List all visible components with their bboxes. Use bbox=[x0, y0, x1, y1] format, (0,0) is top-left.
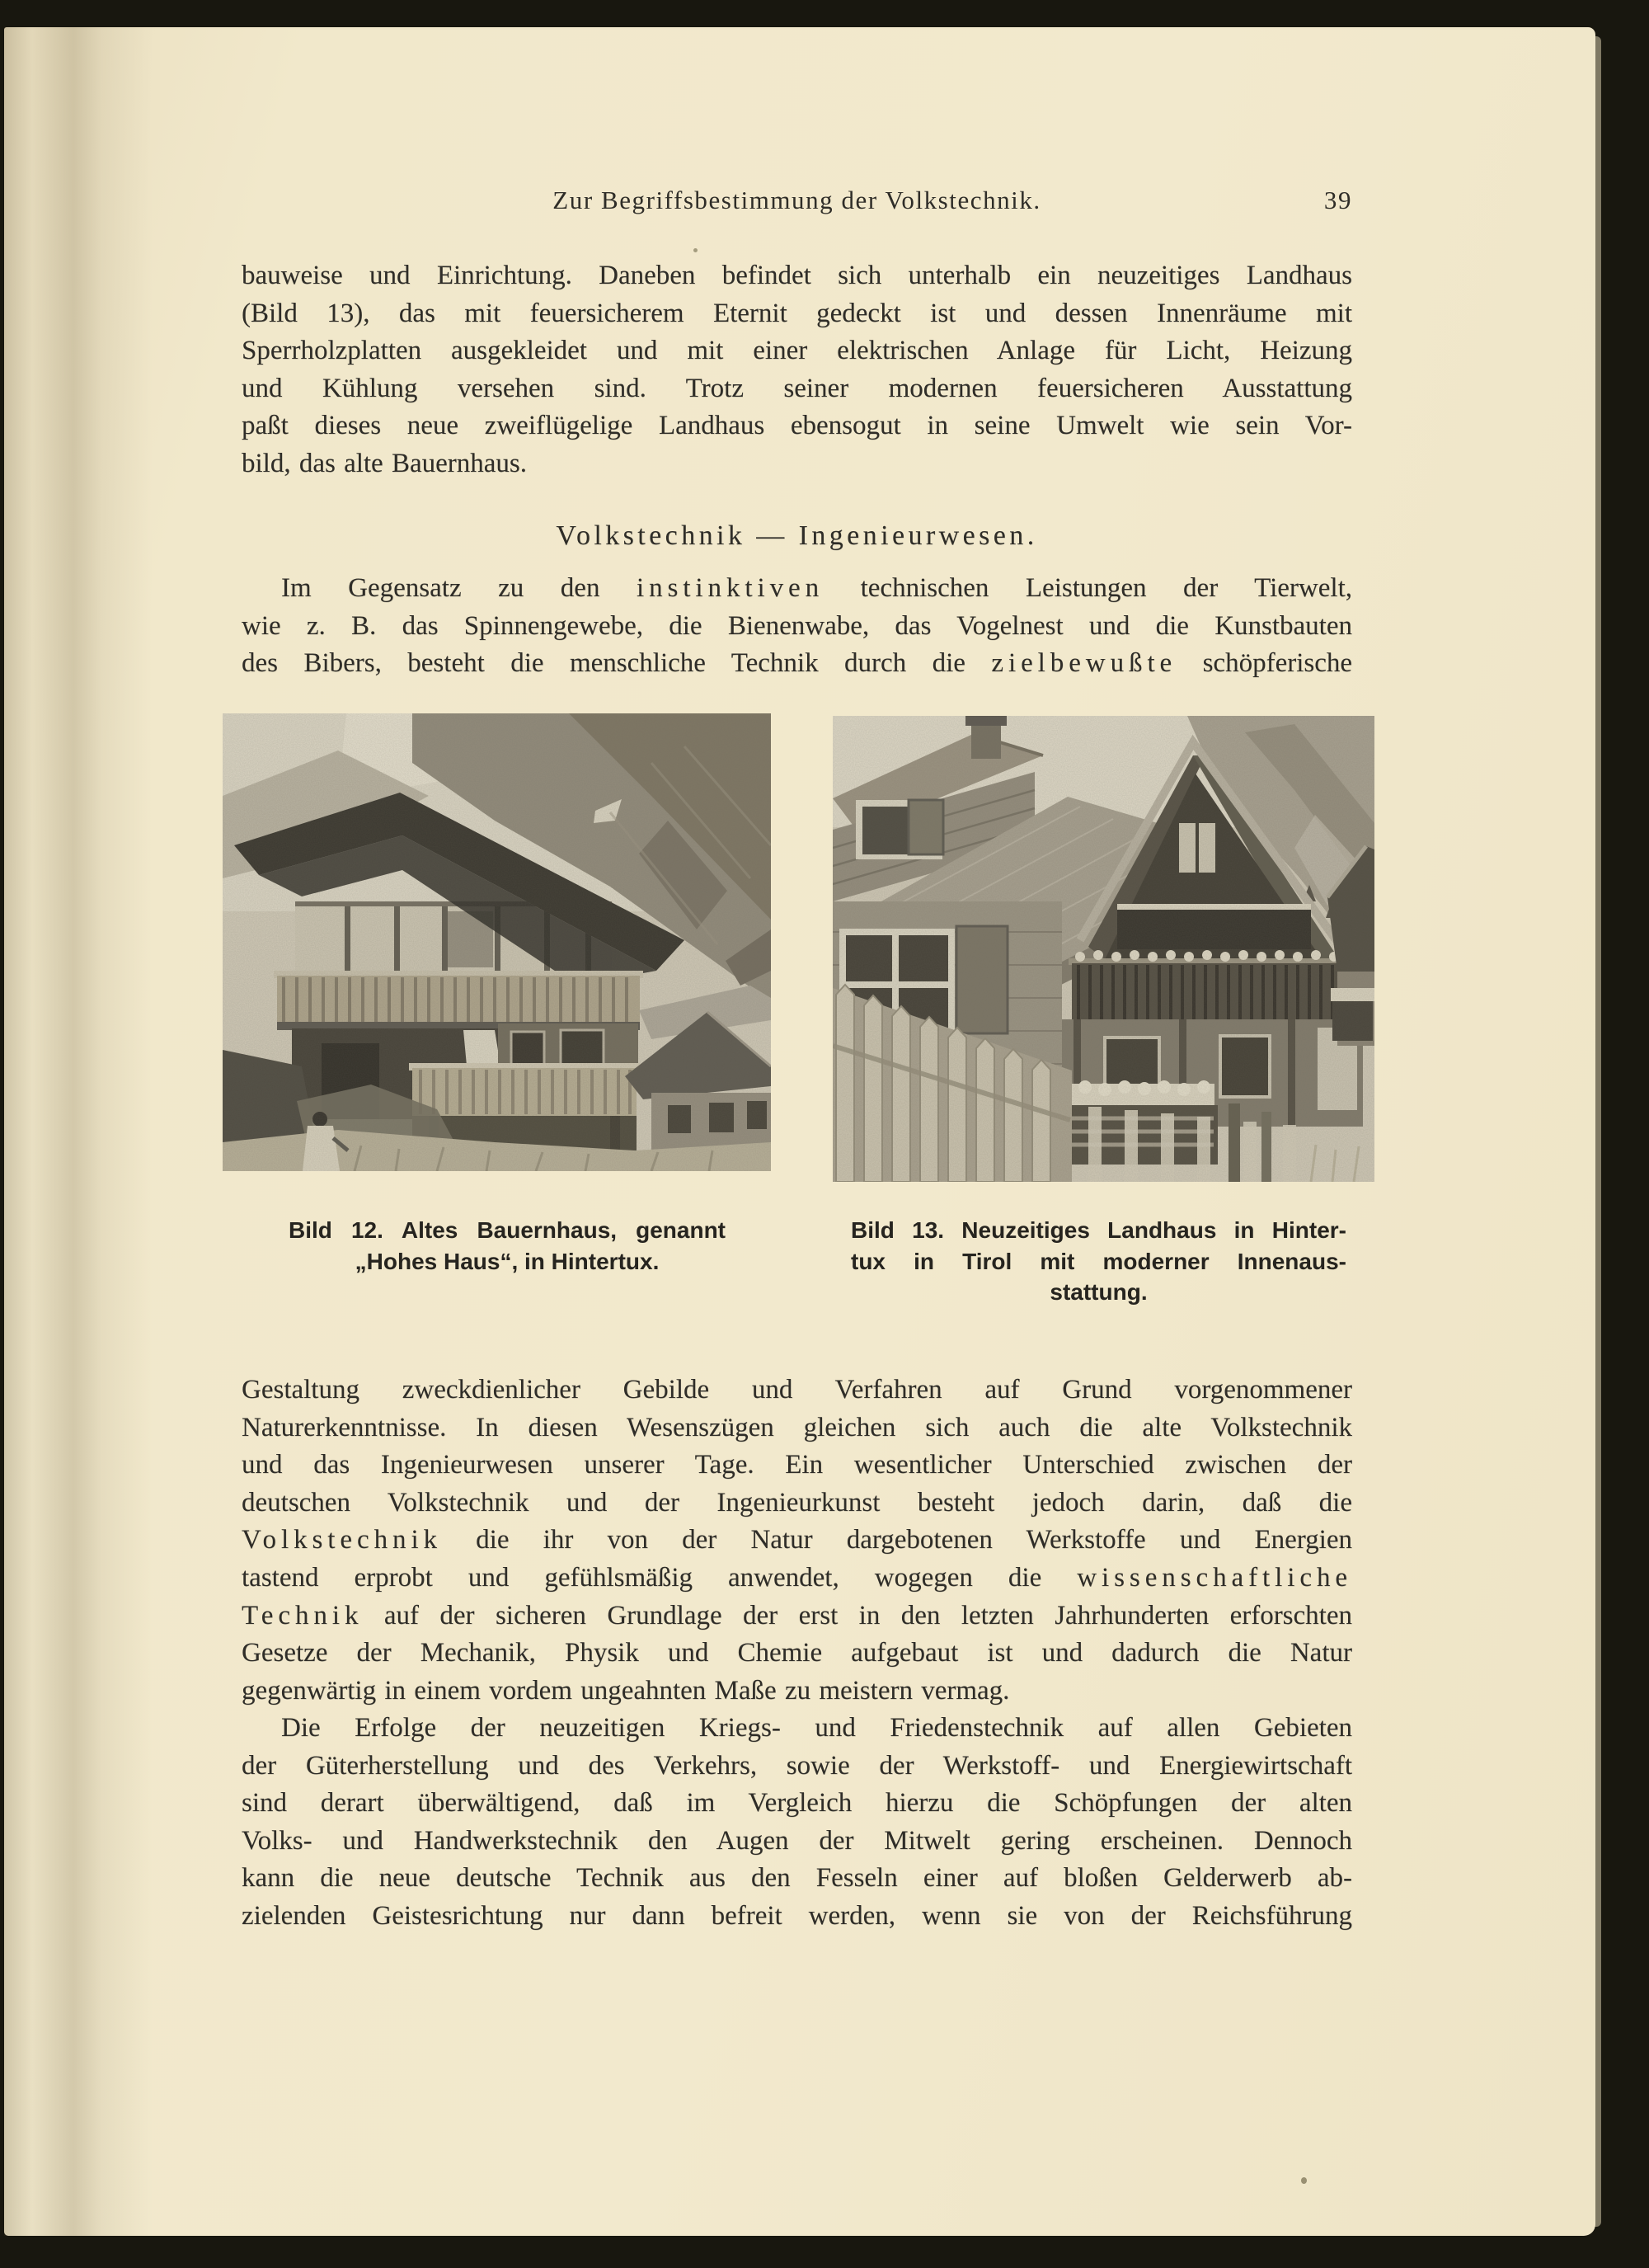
page-speck bbox=[693, 248, 698, 252]
text-segment: die ihr von der Natur dargebotenen Werkstoffe und Energien bbox=[442, 1525, 1352, 1555]
text-segment: Im Gegensatz zu den bbox=[281, 573, 637, 603]
text-line bbox=[242, 1522, 1352, 1560]
running-header bbox=[242, 186, 1352, 215]
caption-bild-13 bbox=[851, 1215, 1346, 1308]
text-segment-spaced: Technik bbox=[242, 1600, 364, 1630]
text-line: und das Ingenieurwesen unserer Tage. Ein wesentlicher Unterschied zwischen der bbox=[242, 1450, 1352, 1480]
caption-line: tux in Tirol mit moderner Innenaus- bbox=[851, 1248, 1346, 1274]
text-segment: des Bibers, besteht die menschliche Technik durch die bbox=[242, 648, 992, 679]
running-header-title: Zur Begriffsbestimmung der Volkstechnik. bbox=[552, 186, 1041, 214]
figure-photo-modern-landhaus bbox=[833, 716, 1374, 1182]
text-line bbox=[242, 1597, 1352, 1635]
text-line: kann die neue deutsche Technik aus den Fesseln einer auf bloßen Gelderwerb ab- bbox=[242, 1863, 1352, 1894]
text-segment: schöpferische bbox=[1177, 648, 1353, 679]
page-speck bbox=[1301, 2177, 1307, 2184]
paragraph-1 bbox=[242, 257, 1352, 483]
figure-photo-old-farmhouse bbox=[223, 713, 771, 1171]
text-line: der Güterherstellung und des Verkehrs, sowie der Werkstoff- und Energiewirtschaft bbox=[242, 1750, 1352, 1781]
text-line: sind derart überwältigend, daß im Vergleich hierzu die Schöpfungen der alten bbox=[242, 1788, 1352, 1819]
modern-landhaus-photo-illustration bbox=[833, 716, 1374, 1182]
text-line bbox=[242, 1560, 1352, 1597]
section-heading: Volkstechnik — Ingenieurwesen. bbox=[556, 520, 1038, 551]
text-line: deutschen Volkstechnik und der Ingenieurkunst besteht jedoch darin, daß die bbox=[242, 1487, 1352, 1517]
caption-line: Bild 12. Altes Bauernhaus, genannt bbox=[289, 1217, 726, 1243]
text-segment: technischen Leistungen der Tierwelt, bbox=[824, 573, 1352, 603]
caption-line: stattung. bbox=[1050, 1279, 1148, 1305]
text-line: bild, das alte Bauernhaus. bbox=[242, 448, 527, 478]
text-line: Naturerkenntnisse. In diesen Wesenszügen gleichen sich auch die alte Volkstechnik bbox=[242, 1412, 1352, 1442]
text-segment-spaced: instinktiven bbox=[636, 573, 824, 603]
text-line: Die Erfolge der neuzeitigen Kriegs- und Friedenstechnik auf allen Gebieten bbox=[281, 1713, 1352, 1743]
text-segment-spaced: Volkstechnik bbox=[242, 1525, 442, 1555]
text-segment: auf der sicheren Grundlage der erst in den letzten Jahrhunderten erforschten bbox=[363, 1600, 1352, 1630]
text-segment: tastend erprobt und gefühlsmäßig anwendet, wogegen die bbox=[242, 1562, 1078, 1593]
caption-line: Bild 13. Neuzeitiges Landhaus in Hinter- bbox=[851, 1217, 1346, 1243]
text-line bbox=[242, 645, 1352, 683]
text-line: zielenden Geistesrichtung nur dann befreit werden, wenn sie von der Reichsführung bbox=[242, 1900, 1352, 1931]
caption-line: „Hohes Haus“, in Hintertux. bbox=[355, 1248, 660, 1274]
text-segment-spaced: wissenschaftliche bbox=[1077, 1562, 1352, 1593]
text-line: Gesetze der Mechanik, Physik und Chemie aufgebaut ist und dadurch die Natur bbox=[242, 1638, 1352, 1668]
paragraph-4 bbox=[242, 1710, 1352, 1936]
gutter-shadow bbox=[4, 27, 161, 2236]
paragraph-3 bbox=[242, 1372, 1352, 1710]
page-number: 39 bbox=[1323, 186, 1352, 214]
text-segment-spaced: zielbewußte bbox=[991, 648, 1177, 679]
book-page bbox=[4, 27, 1595, 2236]
text-line: paßt dieses neue zweiflügelige Landhaus ebensogut in seine Umwelt wie sein Vor- bbox=[242, 411, 1352, 441]
old-farmhouse-photo-illustration bbox=[223, 713, 771, 1171]
text-line: Volks- und Handwerkstechnik den Augen der Mitwelt gering erscheinen. Dennoch bbox=[242, 1825, 1352, 1856]
text-line: wie z. B. das Spinnengewebe, die Bienenwabe, das Vogelnest und die Kunstbauten bbox=[242, 610, 1352, 641]
text-line: gegenwärtig in einem vordem ungeahnten Maße zu meistern vermag. bbox=[242, 1675, 1010, 1706]
text-line: Sperrholzplatten ausgekleidet und mit einer elektrischen Anlage für Licht, Heizung bbox=[242, 336, 1352, 366]
text-line: Gestaltung zweckdienlicher Gebilde und Verfahren auf Grund vorgenommener bbox=[242, 1375, 1352, 1405]
caption-bild-12 bbox=[289, 1215, 726, 1277]
text-line bbox=[242, 570, 1352, 608]
text-line: (Bild 13), das mit feuersicherem Eternit gedeckt ist und dessen Innenräume mit bbox=[242, 298, 1352, 328]
text-line: bauweise und Einrichtung. Daneben befindet sich unterhalb ein neuzeitiges Landhaus bbox=[242, 261, 1352, 290]
paragraph-2 bbox=[242, 570, 1352, 683]
text-line: und Kühlung versehen sind. Trotz seiner modernen feuersicheren Ausstattung bbox=[242, 373, 1352, 403]
